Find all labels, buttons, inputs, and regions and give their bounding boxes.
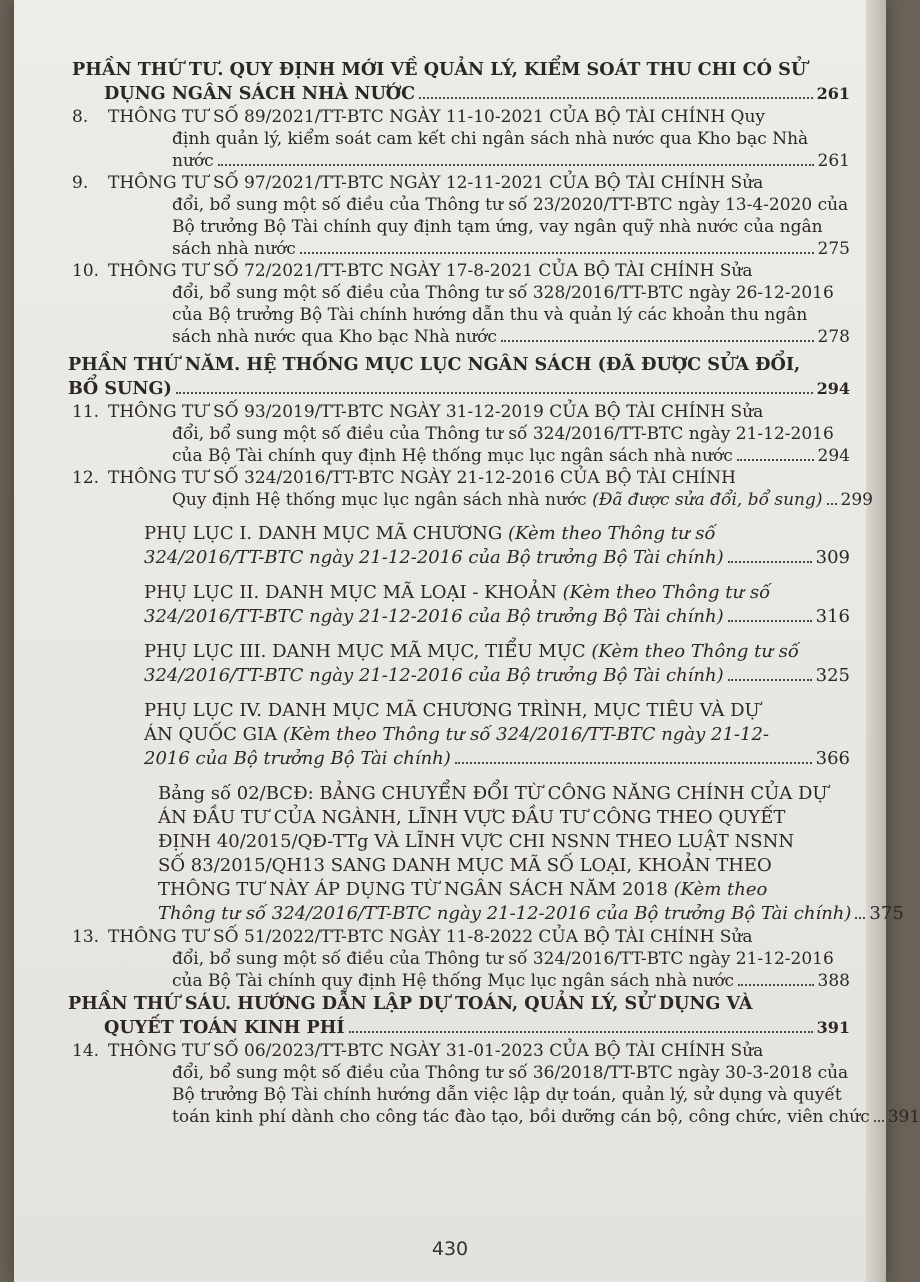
appendix-1: PHỤ LỤC I. DANH MỤC MÃ CHƯƠNG (Kèm theo Thông tư số	[144, 523, 716, 544]
entry-13-page: 388	[817, 971, 850, 991]
part-6-page: 391	[816, 1018, 850, 1037]
entry-12-page: 299	[840, 490, 873, 510]
appendix-1-page: 309	[815, 547, 850, 568]
appendix-3-page: 325	[815, 665, 850, 686]
entry-9: 9. THÔNG TƯ SỐ 97/2021/TT-BTC NGÀY 12-11-2021 CỦA BỘ TÀI CHÍNH Sửa	[72, 173, 764, 193]
entry-9-page: 275	[817, 239, 850, 259]
page-number: 430	[431, 1238, 469, 1260]
appendix-2: PHỤ LỤC II. DANH MỤC MÃ LOẠI - KHOẢN (Kèm theo Thông tư số	[144, 582, 771, 603]
conversion-table: Bảng số 02/BCĐ: BẢNG CHUYỂN ĐỔI TỪ CÔNG NĂNG CHÍNH CỦA DỰ	[158, 783, 828, 804]
table-of-contents: PHẦN THỨ TƯ. QUY ĐỊNH MỚI VỀ QUẢN LÝ, KIỂM SOÁT THU CHI CÓ SỬ DỤNG NGÂN SÁCH NHÀ NƯỚC 261 8. THÔNG TƯ SỐ 89/2021/TT-BTC NGÀY 11-10-2021 CỦA BỘ TÀI CHÍNH Quy định quản lý, kiểm soát cam kết chi ngân sách nhà nước qua Kho bạc Nhà nước 261 9. THÔNG TƯ SỐ 97/2021/TT-BTC NGÀY 12-11-2021 CỦA BỘ TÀI CHÍNH Sửa đổi, bổ sung một số điều của Thông tư số 23/2020/TT-BTC ngày 13-4-2020 của Bộ trưởng Bộ Tài chính quy định tạm ứng, vay ngân quỹ nhà nước của ngân sách nhà nước 275 10. THÔNG TƯ SỐ 72/2021/TT-BTC NGÀY 17-8-2021 CỦA BỘ TÀI CHÍNH Sửa đổi, bổ sung một số điều của Thông tư số 328/2016/TT-BTC ngày 26-12-2016 của Bộ trưởng Bộ Tài chính hướng dẫn thu và quản lý các khoản thu ngân sách nhà nước qua Kho bạc Nhà nước 278 PHẦN THỨ NĂM. HỆ THỐNG MỤC LỤC NGÂN SÁCH (ĐÃ ĐƯỢC SỬA ĐỔI, BỔ SUNG) 294 11. THÔNG TƯ SỐ 93/2019/TT-BTC NGÀY 31-12-2019 CỦA BỘ TÀI CHÍNH Sửa đổi, bổ sung một số điều của Thông tư số 324/2016/TT-BTC ngày 21-12-2016 của Bộ Tài chính quy định Hệ thống mục lục ngân sách nhà nước 294 12. THÔNG TƯ SỐ 324/2016/TT-BTC NGÀY 21-12-2016 CỦA BỘ TÀI CHÍNH Quy định Hệ thống mục lục ngân sách nhà nước (Đã được sửa đổi, bổ sung) 299 PHỤ LỤC I. DANH MỤC MÃ CHƯƠNG (Kèm theo Thông tư số 324/2016/TT-BTC ngày 21-12-2016 của Bộ trưởng Bộ Tài chính) 309 PHỤ LỤC II. DANH MỤC MÃ LOẠI - KHOẢN (Kèm theo Thông tư số 324/2016/TT-BTC ngày 21-12-2016 của Bộ trưởng Bộ Tài chính) 316 PHỤ LỤC III. DANH MỤC MÃ MỤC, TIỂU MỤC (Kèm theo Thông tư số 324/2016/TT-BTC ngày 21-12-2016 của Bộ trưởng Bộ Tài chính) 325 PHỤ LỤC IV. DANH MỤC MÃ CHƯƠNG TRÌNH, MỤC TIÊU VÀ DỰ ÁN QUỐC GIA (Kèm theo Thông tư số 324/2016/TT-BTC ngày 21-12- 2016 của Bộ trưởng Bộ Tài chính) 366 Bảng số 02/BCĐ: BẢNG CHUYỂN ĐỔI TỪ CÔNG NĂNG CHÍNH CỦA DỰ ÁN ĐẦU TƯ CỦA NGÀNH, LĨNH VỰC ĐẦU TƯ CÔNG THEO QUYẾT ĐỊNH 40/2015/QĐ-TTg VÀ LĨNH VỰC CHI NSNN THEO LUẬT NSNN SỐ 83/2015/QH13 SANG DANH MỤC MÃ SỐ LOẠI, KHOẢN THEO THÔNG TƯ NÀY ÁP DỤNG TỪ NGÂN SÁCH NĂM 2018 (Kèm theo Thông tư số 324/2016/TT-BTC ngày 21-12-2016 của Bộ trưởng Bộ Tài chính) 375 13. THÔNG TƯ SỐ 51/2022/TT-BTC NGÀY 11-8-2022 CỦA BỘ TÀI CHÍNH Sửa đổi, bổ sung một số điều của Thông tư số 324/2016/TT-BTC ngày 21-12-2016 của Bộ Tài chính quy định Hệ thống Mục lục ngân sách nhà nước 388 PHẦN THỨ SÁU. HƯỚNG DẪN LẬP DỰ TOÁN, QUẢN LÝ, SỬ DỤNG VÀ QUYẾT TOÁN KINH PHÍ 391 14. THÔNG TƯ SỐ 06/2023/TT-BTC NGÀY 31-01-2023 CỦA BỘ TÀI CHÍNH Sửa đổi, bổ sung một số điều của Thông tư số 36/2018/TT-BTC ngày 30-3-2018 của Bộ trưởng Bộ Tài chính hướng dẫn việc lập dự toán, quản lý, sử dụng và quyết toán kinh phí dành cho công tác đào tạo, bồi dưỡng cán bộ, công chức, viên chức 391	[68, 59, 920, 1127]
part-4-title-line-2: DỤNG NGÂN SÁCH NHÀ NƯỚC 261	[104, 83, 850, 104]
part-5-page: 294	[816, 379, 850, 398]
entry-10: 10. THÔNG TƯ SỐ 72/2021/TT-BTC NGÀY 17-8-2021 CỦA BỘ TÀI CHÍNH Sửa	[72, 261, 753, 281]
entry-13: 13. THÔNG TƯ SỐ 51/2022/TT-BTC NGÀY 11-8-2022 CỦA BỘ TÀI CHÍNH Sửa	[72, 927, 753, 947]
page-edge	[866, 0, 886, 1282]
appendix-4-page: 366	[815, 748, 850, 769]
part-6-title-line-1: PHẦN THỨ SÁU. HƯỚNG DẪN LẬP DỰ TOÁN, QUẢN LÝ, SỬ DỤNG VÀ	[68, 993, 753, 1014]
book-page	[14, 0, 920, 1282]
part-6-title-line-2: QUYẾT TOÁN KINH PHÍ 391	[104, 1017, 850, 1038]
entry-10-page: 278	[817, 327, 850, 347]
entry-14-page: 391	[887, 1107, 920, 1127]
part-5-title-line-1: PHẦN THỨ NĂM. HỆ THỐNG MỤC LỤC NGÂN SÁCH (ĐÃ ĐƯỢC SỬA ĐỔI,	[68, 354, 801, 375]
entry-8-page: 261	[817, 151, 850, 171]
appendix-4: PHỤ LỤC IV. DANH MỤC MÃ CHƯƠNG TRÌNH, MỤC TIÊU VÀ DỰ	[144, 700, 760, 721]
entry-11: 11. THÔNG TƯ SỐ 93/2019/TT-BTC NGÀY 31-12-2019 CỦA BỘ TÀI CHÍNH Sửa	[72, 402, 764, 422]
conversion-table-page: 375	[869, 903, 904, 924]
entry-12: 12. THÔNG TƯ SỐ 324/2016/TT-BTC NGÀY 21-12-2016 CỦA BỘ TÀI CHÍNH	[72, 468, 736, 488]
entry-8: 8. THÔNG TƯ SỐ 89/2021/TT-BTC NGÀY 11-10-2021 CỦA BỘ TÀI CHÍNH Quy	[72, 107, 766, 127]
entry-11-page: 294	[817, 446, 850, 466]
part-4-page: 261	[816, 84, 850, 103]
part-4-title-line-1: PHẦN THỨ TƯ. QUY ĐỊNH MỚI VỀ QUẢN LÝ, KIỂM SOÁT THU CHI CÓ SỬ	[72, 59, 807, 80]
entry-14: 14. THÔNG TƯ SỐ 06/2023/TT-BTC NGÀY 31-01-2023 CỦA BỘ TÀI CHÍNH Sửa	[72, 1041, 764, 1061]
part-5-title-line-2: BỔ SUNG) 294	[68, 378, 850, 399]
appendix-2-page: 316	[815, 606, 850, 627]
appendix-3: PHỤ LỤC III. DANH MỤC MÃ MỤC, TIỂU MỤC (Kèm theo Thông tư số	[144, 641, 799, 662]
